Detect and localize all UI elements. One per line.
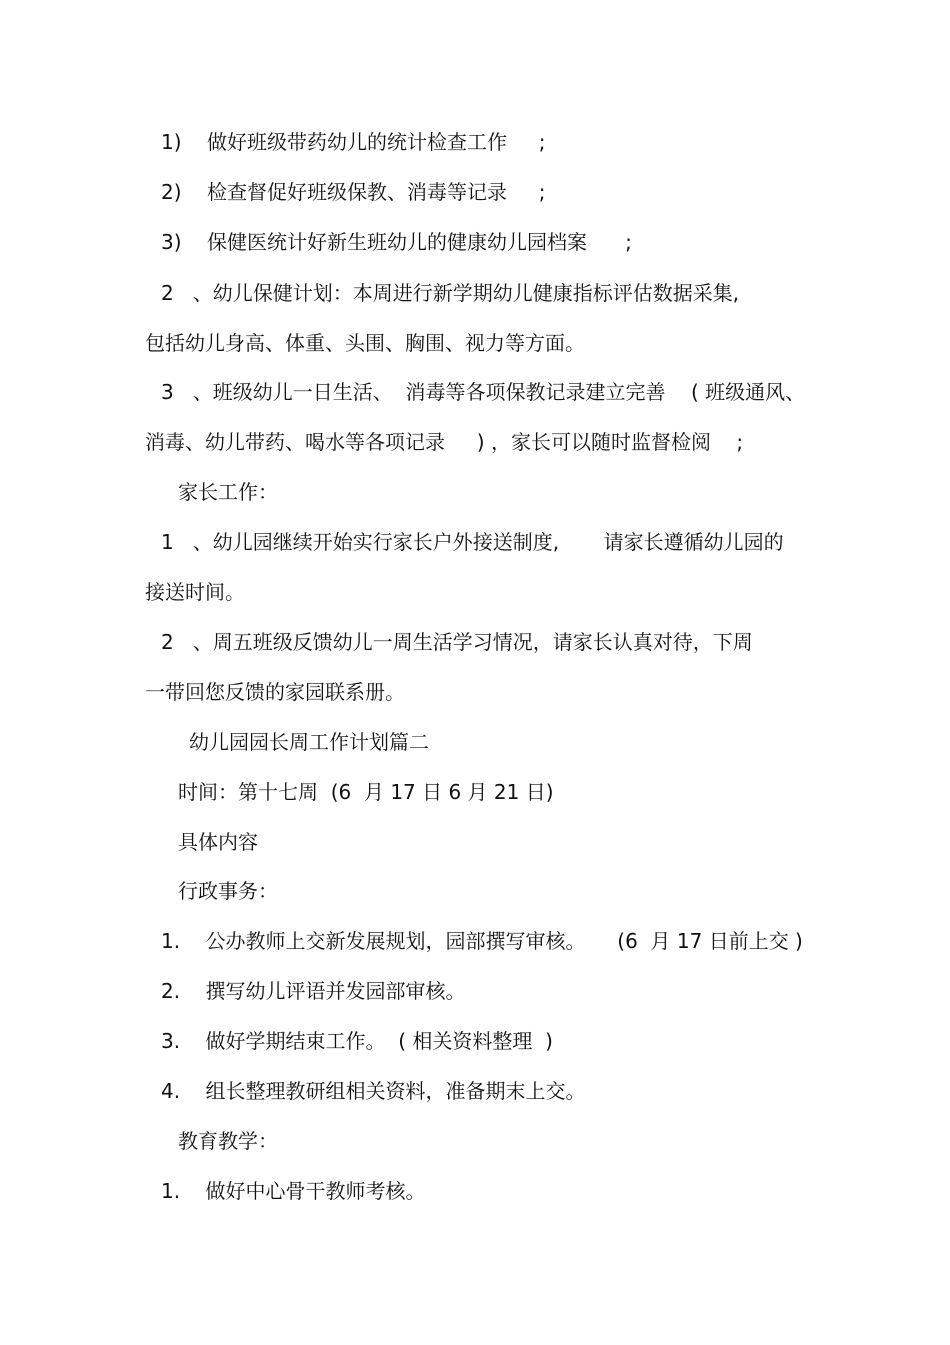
text-line-parent-item-2-cont: 一带回您反馈的家园联系册。 (145, 680, 405, 704)
text-line-care-item-2: 2) 检查督促好班级保教、消毒等记录 ; (161, 180, 546, 204)
section-heading-education: 教育教学： (178, 1129, 278, 1153)
section-title-plan-two: 幼儿园园长周工作计划篇二 (189, 730, 429, 754)
text-line-daily-records-cont: 消毒、幼儿带药、喝水等各项记录 ) ，家长可以随时监督检阅 ; (145, 430, 744, 454)
text-line-admin-item-2: 2. 撰写幼儿评语并发园部审核。 (161, 979, 466, 1003)
section-heading-admin: 行政事务： (178, 879, 278, 903)
text-line-time: 时间：第十七周 (6 月 17 日 6 月 21 日) (178, 780, 554, 804)
text-line-education-item-1: 1. 做好中心骨干教师考核。 (161, 1179, 426, 1203)
section-heading-parent-work: 家长工作： (178, 480, 278, 504)
text-line-parent-item-1: 1 、幼儿园继续开始实行家长户外接送制度, 请家长遵循幼儿园的 (161, 530, 784, 554)
text-line-care-item-3: 3) 保健医统计好新生班幼儿的健康幼儿园档案 ; (161, 230, 632, 254)
text-line-health-plan-cont: 包括幼儿身高、体重、头围、胸围、视力等方面。 (145, 331, 585, 355)
text-line-daily-records: 3 、班级幼儿一日生活、 消毒等各项保教记录建立完善 ( 班级通风、 (161, 380, 806, 404)
section-heading-details: 具体内容 (178, 830, 258, 854)
text-line-care-item-1: 1) 做好班级带药幼儿的统计检查工作 ; (161, 130, 546, 154)
text-line-admin-item-1: 1. 公办教师上交新发展规划，园部撰写审核。 (6 月 17 日前上交 ) (161, 929, 803, 953)
text-line-admin-item-3: 3. 做好学期结束工作。 ( 相关资料整理 ) (161, 1029, 553, 1053)
text-line-admin-item-4: 4. 组长整理教研组相关资料，准备期末上交。 (161, 1079, 586, 1103)
text-line-health-plan: 2 、幼儿保健计划：本周进行新学期幼儿健康指标评估数据采集, (161, 281, 740, 305)
text-line-parent-item-2: 2 、周五班级反馈幼儿一周生活学习情况，请家长认真对待，下周 (161, 630, 753, 654)
text-line-parent-item-1-cont: 接送时间。 (145, 580, 245, 604)
